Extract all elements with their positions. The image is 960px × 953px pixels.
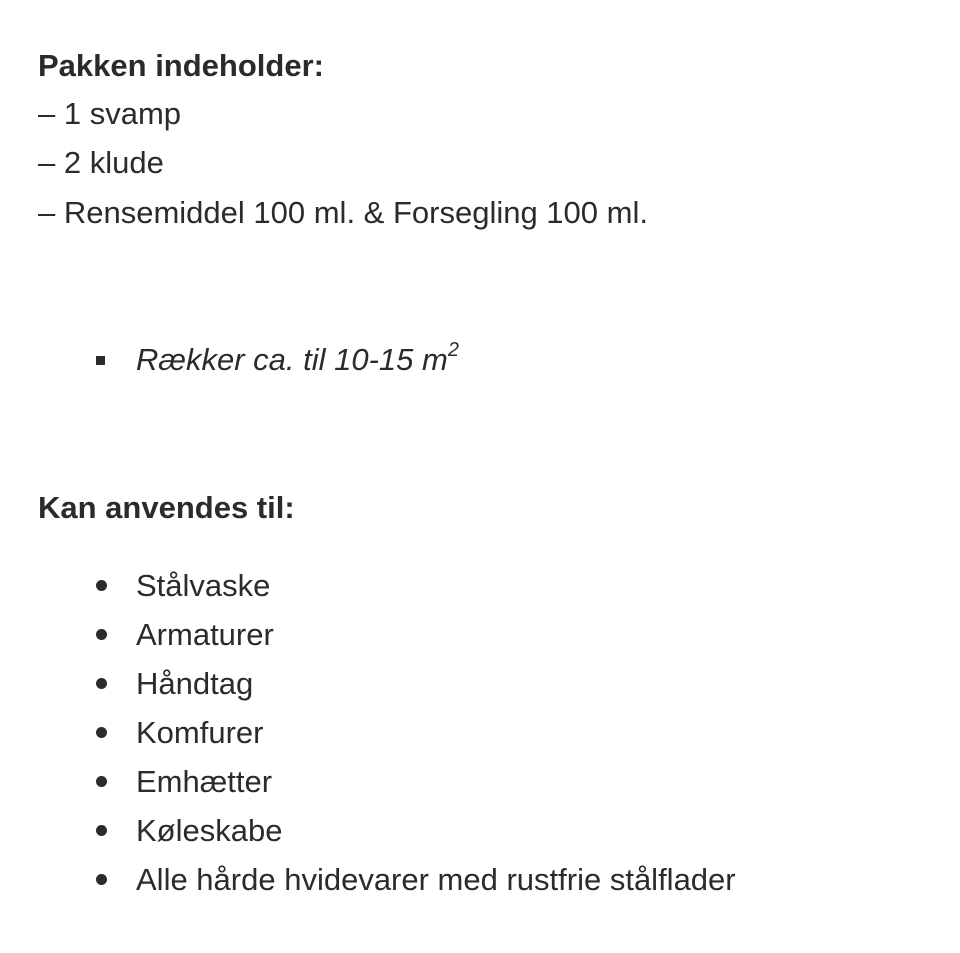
bullet-dot-icon [96, 678, 107, 689]
bullet-dot-icon [96, 825, 107, 836]
coverage-superscript: 2 [447, 339, 459, 361]
uses-list [96, 561, 736, 904]
list-item-label: Håndtag [136, 665, 254, 701]
bullet-dot-icon [96, 776, 107, 787]
contents-item-cloths: – 2 klude [38, 145, 164, 180]
bullet-dot-icon [96, 874, 107, 885]
coverage-text [136, 340, 459, 380]
bullet-dot-icon [96, 580, 107, 591]
list-item [96, 708, 736, 757]
list-item-label: Komfurer [136, 714, 264, 750]
list-item-label: Stålvaske [136, 567, 271, 603]
list-item [96, 561, 736, 610]
list-item [96, 610, 736, 659]
list-item-label: Alle hårde hvidevarer med rustfrie stålflader [136, 861, 736, 897]
contents-item-sponge: – 1 svamp [38, 96, 182, 131]
coverage-list-item [96, 338, 459, 382]
coverage-label: Rækker ca. til 10-15 m [136, 342, 448, 377]
contents-item-cleaner-sealant: – Rensemiddel 100 ml. & Forsegling 100 ml. [38, 195, 648, 230]
bullet-dot-icon [96, 727, 107, 738]
list-item [96, 855, 736, 904]
square-bullet-icon [96, 356, 105, 365]
list-item [96, 757, 736, 806]
bullet-dot-icon [96, 629, 107, 640]
list-item [96, 659, 736, 708]
list-item-label: Armaturer [136, 616, 274, 652]
list-item [96, 806, 736, 855]
contents-heading: Pakken indeholder: [38, 48, 324, 83]
uses-heading: Kan anvendes til: [38, 490, 295, 525]
list-item-label: Emhætter [136, 763, 273, 799]
list-item-label: Køleskabe [136, 812, 283, 848]
